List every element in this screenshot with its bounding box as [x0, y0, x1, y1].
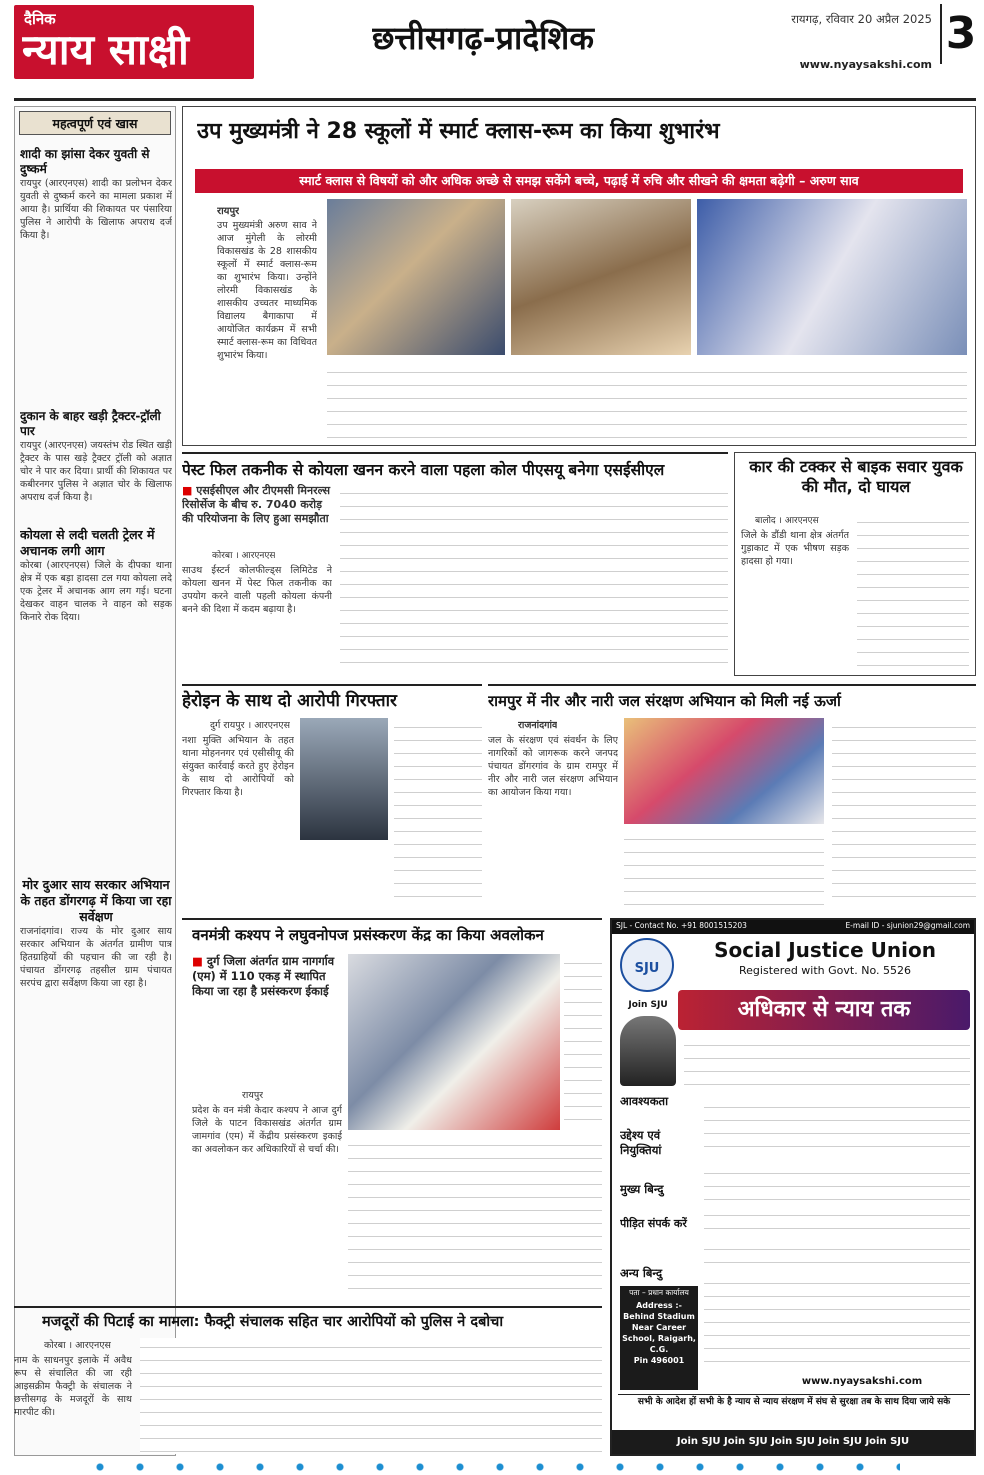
sidebar-item-body: रायपुर (आरएनएस) जयस्तंभ रोड स्थित खड़ी ट्रैक्टर के पास खड़े ट्रैक्टर ट्रॉली को अज्ञात चोर ने पार कर दिया। प्रार्थी की शिकायत पर कबीरनगर पुलिस ने अज्ञात चोर के खिलाफ अपराध दर्ज किया है। — [20, 440, 172, 503]
ad-section-label: आवश्यकता — [620, 1094, 669, 1108]
lead-photo-1 — [327, 199, 505, 355]
handcuff-photo — [300, 718, 388, 840]
heroin-body-columns — [394, 718, 482, 908]
sju-logo — [620, 938, 674, 992]
ad-intro-text — [684, 1036, 970, 1092]
sidebar-item[interactable] — [20, 147, 172, 397]
registration-dots — [80, 1462, 900, 1472]
ad-section-text — [704, 1164, 970, 1200]
coal-body-columns — [340, 484, 728, 674]
bike-body: जिले के डौंडी थाना क्षेत्र अंतर्गत गुड़ाकाट में एक भीषण सड़क हादसा हो गया। — [741, 530, 849, 567]
sidebar-item-body: रायपुर (आरएनएस) शादी का प्रलोभन देकर युवती से दुष्कर्म करने का मामला प्रकाश में आया है। प्रार्थिया की शिकायत पर पंसारिया पुलिस ने आरोपी के खिलाफ अपराध दर्ज किया है। — [20, 178, 172, 241]
coal-kicker — [182, 484, 332, 526]
sju-advertisement[interactable] — [610, 918, 976, 1456]
workers-dateline: कोरबा । आरएनएस — [44, 1340, 111, 1351]
water-story — [488, 684, 976, 910]
ad-section-text — [704, 1206, 970, 1236]
water-body-columns — [624, 830, 824, 908]
logo-block — [14, 5, 254, 79]
ad-registration: Registered with Govt. No. 5526 — [739, 964, 911, 977]
ad-org-name: Social Justice Union — [714, 938, 936, 962]
ad-section-text — [704, 1274, 970, 1370]
forest-photo — [348, 954, 560, 1130]
ad-section-text — [704, 1098, 970, 1158]
water-headline[interactable]: रामपुर में नीर और नारी जल संरक्षण अभियान को मिली नई ऊर्जा — [488, 692, 841, 710]
forest-body-columns — [564, 954, 602, 1130]
sidebar-title: महत्वपूर्ण एवं खास — [19, 111, 171, 135]
coal-story — [182, 452, 728, 676]
bike-body-columns — [857, 513, 969, 669]
bike-headline[interactable]: कार की टक्कर से बाइक सवार युवक की मौत, दो घायल — [749, 457, 963, 496]
lead-subheadline: स्मार्ट क्लास से विषयों को और अधिक अच्छे से समझ सकेंगे बच्चे, पढ़ाई में रुचि और सीखने की क्षमता बढ़ेगी – अरुण साव — [195, 169, 963, 193]
lead-dateline: रायपुर — [217, 206, 240, 217]
sju-logo-text: SJU — [634, 961, 660, 976]
red-square-icon: ■ — [192, 954, 207, 968]
sidebar-item-headline: कोयला से लदी चलती ट्रेलर में अचानक लगी आग — [20, 527, 155, 558]
ad-footer-join[interactable]: Join SJU Join SJU Join SJU Join SJU Join SJU — [612, 1430, 974, 1454]
sidebar-item-body: कोरबा (आरएनएस) जिले के दीपका थाना क्षेत्र में एक बड़ा हादसा टल गया कोयला लदे एक ट्रेलर में अचानक आग लग गई। घटना देखकर वाहन चालक ने वाहन को सड़क किनारे रोक दिया। — [20, 560, 172, 623]
heroin-story — [182, 684, 482, 910]
water-body-columns — [832, 718, 976, 908]
coal-headline[interactable]: पेस्ट फिल तकनीक से कोयला खनन करने वाला पहला कोल पीएसयू बनेगा एसईसीएल — [182, 461, 665, 479]
workers-body: नाम के साधनपुर इलाके में अवैध रूप से संचालित की जा रही आइसक्रीम फैक्ट्री के संचालक ने छत्तीसगढ़ के मजदूरों के साथ मारपीट की। — [14, 1355, 132, 1418]
paper-prefix: दैनिक — [24, 10, 56, 28]
ad-section-label: मुख्य बिन्दु — [620, 1182, 664, 1196]
website-url[interactable]: www.nyaysakshi.com — [799, 58, 932, 71]
bike-dateline: बालोद । आरएनएस — [755, 516, 819, 526]
forest-kicker-text: दुर्ग जिला अंतर्गत ग्राम नागर्गाव (एम) में 110 एकड़ में स्थापित किया जा रहा है प्रसंस्करण ईकाई — [192, 954, 335, 998]
heroin-body: नशा मुक्ति अभियान के तहत थाना मोहननगर एवं एसीसीयू की संयुक्त कार्रवाई करते हुए हेरोइन के साथ दो आरोपियों को गिरफ्तार किया है। — [182, 735, 294, 798]
ad-address-line: School, Raigarh, — [622, 1334, 696, 1343]
workers-story — [14, 1306, 602, 1456]
lead-photo-3 — [697, 199, 967, 355]
forest-dateline: रायपुर — [242, 1090, 264, 1101]
coal-kicker-text: एसईसीएल और टीएमसी मिनरल्स रिसोर्सेज के बीच रु. 7040 करोड़ की परियोजना के लिए हुआ समझौता — [182, 484, 331, 525]
ad-website[interactable]: www.nyaysakshi.com — [801, 1376, 923, 1387]
join-sju-label[interactable]: Join SJU — [628, 1000, 668, 1010]
coal-dateline: कोरबा । आरएनएस — [212, 551, 276, 561]
justice-statue-icon — [620, 1016, 676, 1086]
bike-story — [734, 452, 976, 676]
sidebar-item-headline: मोर दुआर साय सरकार अभियान के तहत डोंगरगढ़ में किया जा रहा सर्वेक्षण — [20, 877, 172, 924]
lead-headline[interactable]: उप मुख्यमंत्री ने 28 स्कूलों में स्मार्ट क्लास-रूम का किया शुभारंभ — [197, 119, 720, 144]
sidebar-item[interactable] — [20, 527, 172, 867]
forest-kicker — [192, 954, 342, 999]
masthead — [0, 0, 984, 90]
ad-address-line: Near Career — [631, 1323, 687, 1332]
paper-name: न्याय साक्षी — [22, 25, 189, 74]
lead-body: उप मुख्यमंत्री अरुण साव ने आज मुंगेली के लोरमी विकासखंड के 28 शासकीय स्कूलों में स्मार्ट क्लास-रूम का शुभारंभ किया। उन्होंने लोरमी विकासखंड के शासकीय उच्चतर माध्यमिक विद्यालय बैगाकापा में आयोजित कार्यक्रम में सभी स्मार्ट क्लास-रूम का विधिवत शुभारंभ किया। — [217, 220, 317, 361]
workers-headline[interactable]: मजदूरों की पिटाई का मामला: फैक्ट्री संचालक सहित चार आरोपियों को पुलिस ने दबोचा — [42, 1314, 504, 1330]
workers-body-columns — [140, 1338, 602, 1454]
ad-footer-slogan: सभी के आदेश हों सभी के है न्याय से न्याय संरक्षण में संघ से सुरक्षा तब के साथ दिया जाये सके — [618, 1394, 970, 1424]
section-title: छत्तीसगढ़-प्रादेशिक — [372, 19, 594, 57]
coal-body: साउथ ईस्टर्न कोलफील्ड्स लिमिटेड ने कोयला खनन में पेस्ट फिल तकनीक का उपयोग करने वाली पहली कोयला कंपनी बनने की दिशा में कदम बढ़ाया है। — [182, 565, 332, 615]
dateline: रायगढ़, रविवार 20 अप्रैल 2025 — [791, 12, 932, 26]
heroin-dateline: दुर्ग रायपुर । आरएनएस — [210, 720, 290, 731]
ad-banner: अधिकार से न्याय तक — [678, 990, 970, 1030]
forest-headline[interactable]: वनमंत्री कश्यप ने लघुवनोपज प्रसंस्करण केंद्र का किया अवलोकन — [192, 926, 544, 944]
page-number: 3 — [940, 4, 980, 64]
water-photo — [624, 718, 824, 824]
sidebar-item-headline: दुकान के बाहर खड़ी ट्रैक्टर-ट्रॉली पार — [20, 409, 161, 438]
ad-address-line: Address :- — [636, 1301, 682, 1310]
ad-contact-number: SJL - Contact No. +91 8001515203 — [616, 921, 747, 930]
forest-body: प्रदेश के वन मंत्री केदार कश्यप ने आज दुर्ग जिले के पाटन विकासखंड अंतर्गत ग्राम जामगांव (एम) में केंद्रीय प्रसंस्करण इकाई का अवलोकन कर अधिकारियों से चर्चा की। — [192, 1105, 342, 1155]
ad-section-text — [704, 1240, 970, 1270]
ad-top-bar — [612, 920, 974, 934]
ad-address-line: C.G. — [649, 1345, 669, 1354]
sidebar — [14, 106, 176, 1456]
lead-photo-2 — [511, 199, 691, 355]
water-dateline: राजनांदगांव — [518, 720, 558, 731]
lead-body-columns — [327, 363, 967, 439]
sidebar-item-headline: शादी का झांसा देकर युवती से दुष्कर्म — [20, 147, 150, 176]
sidebar-item-body: राजनांदगांव। राज्य के मोर दुआर साय सरकार अभियान के अंतर्गत ग्रामीण पात्र हितग्राहियों की पहचान की जा रही है। पंचायत डोंगरगढ़ तहसील ग्राम पंचायत सरपंच द्वारा सर्वेक्षण किया जा रहा है। — [20, 926, 172, 989]
red-square-icon: ■ — [182, 484, 197, 497]
ad-office-title: पता – प्रधान कार्यालय — [629, 1288, 689, 1297]
water-body: जल के संरक्षण एवं संवर्धन के लिए नागरिकों को जागरूक करने जनपद पंचायत डोंगरगांव के ग्राम रामपुर में नीर और नारी जल संरक्षण अभियान का आयोजन किया गया। — [488, 735, 618, 798]
ad-section-label: उद्देश्य एवं नियुक्तियां — [620, 1128, 662, 1157]
lead-story — [182, 106, 976, 446]
ad-section-label: अन्य बिन्दु — [620, 1266, 663, 1280]
heroin-headline[interactable]: हेरोइन के साथ दो आरोपी गिरफ्तार — [182, 691, 397, 711]
forest-story — [182, 918, 602, 1302]
ad-email: E-mail ID - sjunion29@gmail.com — [845, 921, 970, 930]
ad-address-line: Behind Stadium — [623, 1312, 695, 1321]
forest-body-columns — [348, 1136, 602, 1300]
ad-address-line: Pin 496001 — [633, 1356, 685, 1365]
ad-address-box — [620, 1286, 698, 1390]
masthead-rule — [14, 98, 976, 101]
ad-section-label: पीड़ित संपर्क करें — [620, 1217, 687, 1230]
